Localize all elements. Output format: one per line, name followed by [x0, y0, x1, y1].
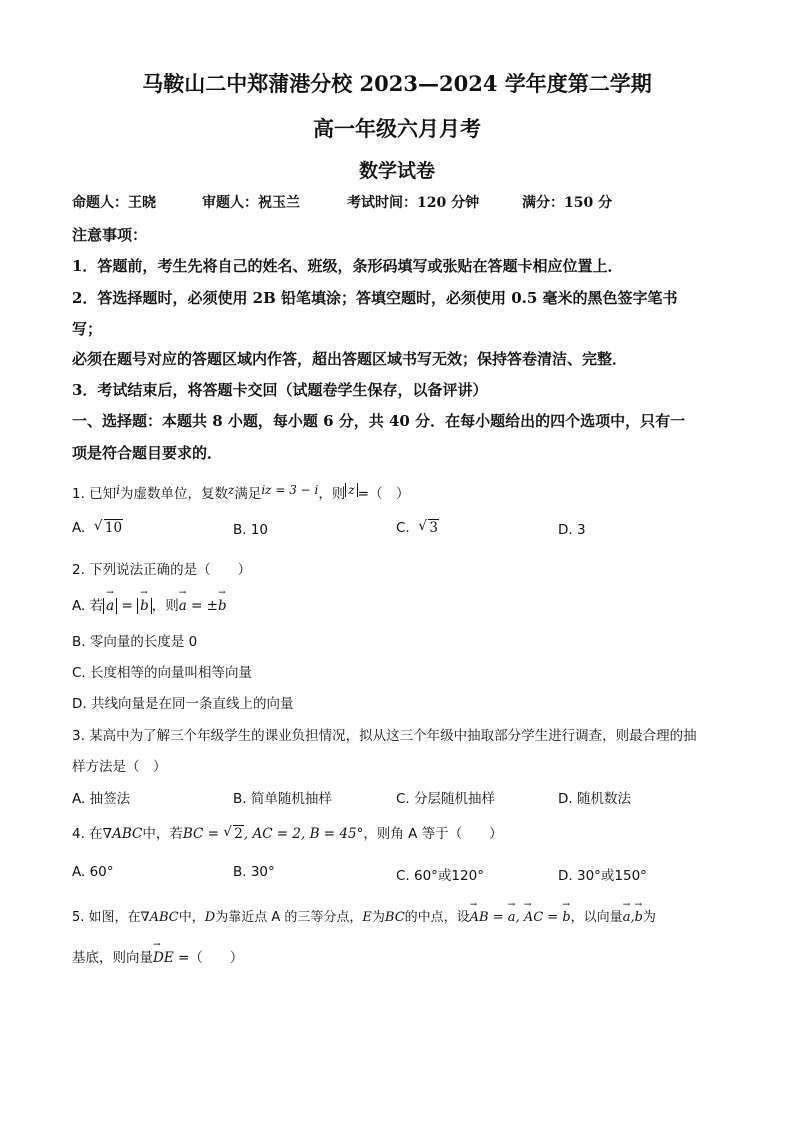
q3-option-d: D. 随机数法 [558, 791, 631, 807]
note-1: 1．答题前，考生先将自己的姓名、班级，条形码填写或张贴在答题卡相应位置上． [72, 257, 623, 275]
q3-option-c: C. 分层随机抽样 [396, 791, 496, 807]
note-2-rule: 必须在题号对应的答题区域内作答，超出答题区域书写无效；保持答卷清洁、完整． [72, 350, 628, 368]
q4-option-d: D. 30°或150° [558, 868, 647, 884]
q2-option-d: D. 共线向量是在同一条直线上的向量 [72, 696, 294, 712]
q1-option-a: A. √ 10 [72, 518, 123, 536]
question-5-stem-cont: 基底，则向量→ DE =（ ） [72, 946, 243, 966]
question-2-stem: 2. 下列说法正确的是（ ） [72, 562, 252, 578]
q1-option-d: D. 3 [558, 522, 586, 538]
q4-option-b: B. 30° [233, 864, 275, 880]
q2-option-c: C. 长度相等的向量叫相等向量 [72, 665, 253, 681]
exam-time: 考试时间：120 分钟 [347, 195, 480, 211]
q3-option-a: A. 抽签法 [72, 791, 131, 807]
q3-option-b: B. 简单随机抽样 [233, 791, 332, 807]
school-title: 马鞍山二中郑蒲港分校 2023—2024 学年度第二学期 [142, 71, 652, 96]
note-2-cont: 写； [72, 320, 103, 338]
subject-title: 数学试卷 [358, 160, 435, 182]
question-5-stem: 5. 如图，在∇ABC中，D为靠近点 A 的三等分点，E为BC的中点，设→ AB = → a, → AC = → b，以向量→ a,→ b为 [72, 906, 656, 925]
question-1-stem: 1. 已知i为虚数单位，复数z满足iz = 3 − i，则 z =（ ） [72, 483, 410, 502]
full-score: 满分：150 分 [522, 195, 613, 211]
question-3-stem: 3. 某高中为了解三个年级学生的课业负担情况，拟从这三个年级中抽取部分学生进行调查，则最合理的抽 [72, 728, 697, 744]
notes-heading: 注意事项： [72, 226, 148, 244]
q2-option-a: A. 若→ a = → b ，则→ a = ±→ b [72, 594, 227, 614]
setter: 命题人：王晓 [72, 195, 156, 211]
note-3: 3．考试结束后，将答题卡交回（试题卷学生保存，以备评讲） [72, 381, 488, 399]
question-4-stem: 4. 在∇ABC中，若BC = √ 2, AC = 2, B = 45°，则角 A 等于（ ） [72, 824, 503, 842]
q4-option-a: A. 60° [72, 864, 114, 880]
q1-option-b: B. 10 [233, 522, 269, 538]
q4-option-c: C. 60°或120° [396, 868, 484, 884]
q2-option-b: B. 零向量的长度是 0 [72, 634, 198, 650]
reviewer: 审题人：祝玉兰 [202, 195, 300, 211]
note-2: 2．答选择题时，必须使用 2B 铅笔填涂；答填空题时，必须使用 0.5 毫米的黑色签字笔书 [72, 289, 678, 307]
question-3-stem-cont: 样方法是（ ） [72, 759, 167, 775]
section-heading: 一、选择题：本题共 8 小题，每小题 6 分，共 40 分．在每小题给出的四个选项中，只有一 [72, 412, 686, 430]
q1-option-c: C. √ 3 [396, 518, 438, 536]
exam-title: 高一年级六月月考 [313, 116, 481, 141]
section-heading-cont: 项是符合题目要求的． [72, 444, 223, 462]
exam-meta [72, 192, 612, 212]
